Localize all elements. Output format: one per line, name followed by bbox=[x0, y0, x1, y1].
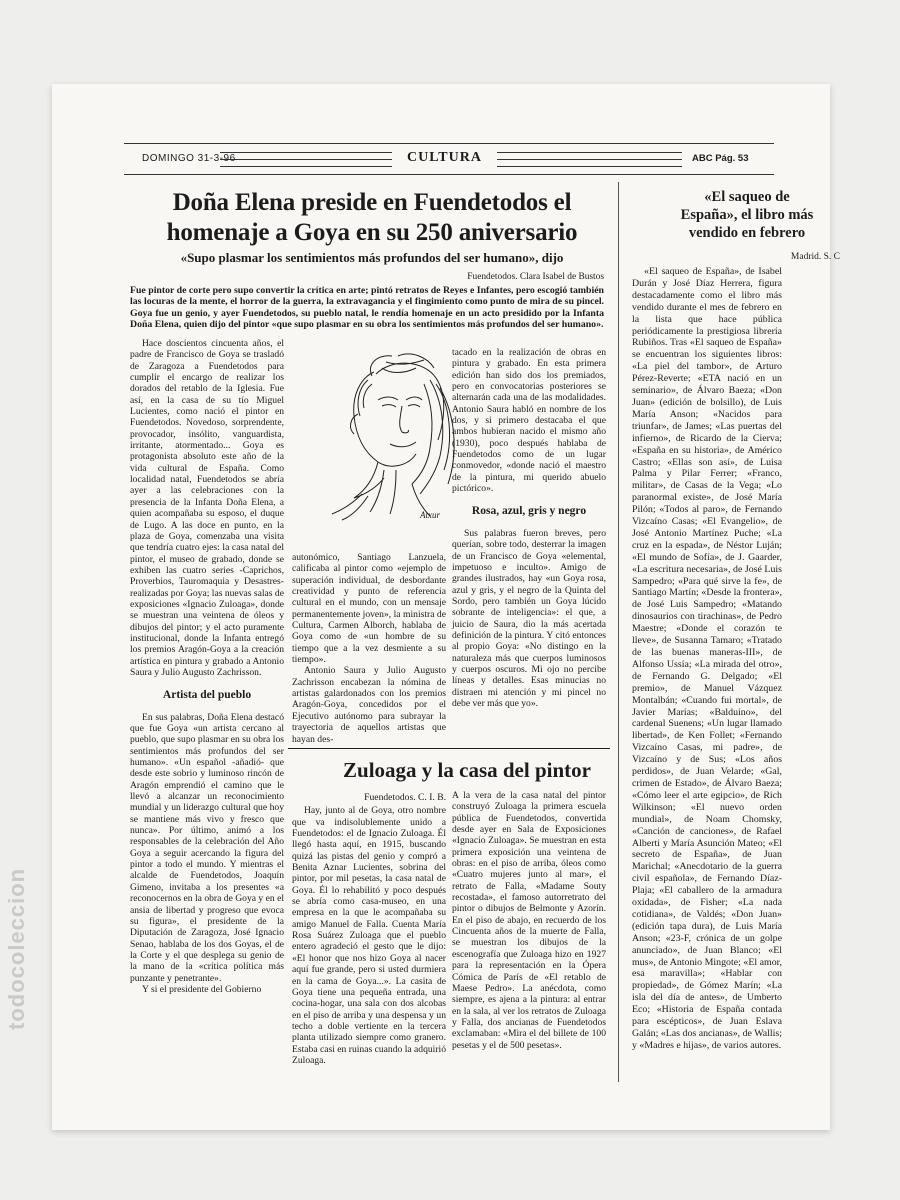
article-column-3 bbox=[452, 347, 606, 709]
sidebar-title-line-1: «El saqueo de bbox=[704, 189, 790, 205]
paragraph: Sus palabras fueron breves, pero querían, sobre todo, desterrar la imagen de un Francisco de Goya «elemental, impetuoso e inculto». Amigo de grandes ilustrados, hay «un Goya rosa, azul y gris, y el negro de la Quinta del Sordo, pero también un Goya lúcido sobrante de inteligencia»: el que, a juicio de Saura, dio la más acertada definición de la pintura. Y citó entonces al propio Goya: «No distingo en la naturaleza más que cuerpos luminosos y cuerpos oscuros. Mi ojo no percibe líneas y detalles. Esas minucias no distraen mi atención y mi pincel no debe ver más que yo». bbox=[452, 527, 606, 709]
goya-portrait-illustration bbox=[312, 344, 464, 522]
headline-line-1: Doña Elena preside en Fuendetodos el bbox=[172, 189, 572, 216]
sidebar-title-line-3: vendido en febrero bbox=[688, 225, 806, 241]
header-deco-line bbox=[220, 152, 392, 153]
zuloaga-headline: Zuloaga y la casa del pintor bbox=[343, 758, 591, 782]
zuloaga-byline: Fuendetodos. C. I. B. bbox=[364, 792, 446, 803]
article-headline bbox=[132, 188, 612, 248]
header-deco-line bbox=[497, 166, 682, 167]
header-deco-line bbox=[220, 166, 392, 167]
subheading-artista: Artista del pueblo bbox=[162, 689, 252, 702]
header-page: ABC Pág. 53 bbox=[692, 153, 749, 164]
paragraph: Hace doscientos cincuenta años, el padre de Francisco de Goya se trasladó de Zaragoza a Fuendetodos para cumplir el encargo de realizar los dorados del retablo de la Iglesia. Fue así, en la casa de su tío Miguel Lucientes, como nació el pintor en Fuendetodos. Novedoso, sorprendente, provocador, insólito, vanguardista, irritante, atormentado... Goya es protagonista absoluto este año de la vida cultural de España. Como localidad natal, Fuendetodos se abría ayer a las celebraciones con la presencia de la Infanta Doña Elena, a quien acompañaba su esposo, el duque de Lugo. A las doce en punto, en la plaza de Goya, comenzaba una visita que tendría cuatro ejes: la casa natal del pintor, el museo de grabado, donde se exhiben las cuatro series -Caprichos, Proverbios, Tauromaquia y Desastres- realizadas por Goya; las nuevas salas de exposiciones «Ignacio Zuloaga», donde se muestran una veintena de óleos y dibujos del pintor; y el acto puramente institucional, donde la Infanta entregó los premios Aragón-Goya a la creación artística en pintura y grabado a Antonio Saura y Julio Augusto Zachrisson. bbox=[130, 338, 284, 678]
sidebar-location: Madrid. S. C bbox=[790, 252, 840, 262]
paragraph: «El saqueo de España», de Isabel Durán y José Díaz Herrera, figura destacadamente como el libro más vendido durante el mes de febrero en la lista que hace pública periódicamente la prestigiosa librería Rubiños. Tras «El saqueo de España» se encuentran los siguientes libros: «La piel del tambor», de Arturo Pérez-Reverte; «ETA nació en un seminario», de Álvaro Baeza; «Don Juan» (edición de bolsillo), de Luis María Anson; «Nacidos para triunfar», de James; «Las puertas del infierno», de Ricardo de la Cierva; «España en su historia», de Américo Castro; «Ellas son así», de Luisa Palma y Pilar Ferrer; «Franco, militar», de Casas de la Vega; «Lo paranormal existe», de José María Pilón; «Todos al paro», de Fernando Vizcaíno Casas; «El Evangelio», de José Antonio Martínez Puche; «La cruz en la espada», de Néstor Luján; «El mundo de Sofía», de J. Gaarder, «La escritura necesaria», de José Luis Sampedro; «Para qué sirve la fe», de Santiago Martín; «Desde la frontera», de José Luis Sampedro; «Matando dinosaurios con tirachinas», de Pedro Maestre; «Donde el corazón te lleve», de Susanna Tamaro; «Tratado de las buenas maneras-III», de Alfonso Ussía; «La mirada del otro», de Fernando G. Delgado; «El premio», de Manuel Vázquez Montalbán; «Cuando fui mortal», de Javier Marías; «Balduino», del cardenal Suenens; «Un lugar llamado libertad», de Ken Follet; «Fernando Vizcaíno Casas, mi padre», de Vizcaíno y de Sus; «Los años perdidos», de Juan Velarde; «Gal, crimen de Estado», de Álvaro Baeza; «Cómo leer el arte egipcio», de Rich Wilkinson; «El nuevo orden mundial», de Noam Chomsky, «Canción de canciones», de Rafael Alberti y María Asunción Mateo; «El secreto de España», de Juan Marichal; «Anecdotario de la guerra civil española», de Fernando Díaz-Plaja; «El caballero de la armadura oxidada», de Fisher; «La nada cotidiana», de Valdés; «Don Juan» (edición tapa dura), de Luis María Anson; «23-F, crónica de un golpe anunciado», de Juan Blanco; «El mus», de Antonio Mingote; «El amor, esa maravilla»; «Hablar con propiedad», de Gómez Marín; «La isla del día de antes», de Umberto Eco; «Historia de España contada para escépticos», de Juan Eslava Galán; «Las dos ancianas», de Wallis; y «Madres e hijas», de varios autores. bbox=[632, 266, 782, 1051]
sidebar-headline bbox=[652, 188, 842, 242]
paragraph: Antonio Saura y Julio Augusto Zachrisson encabezan la nómina de artistas galardonados con los premios Aragón-Goya, concedidos por el Ejecutivo autónomo para subrayar la trayectoria de aquellos artistas que hayan des- bbox=[292, 665, 446, 745]
header-rule-bottom bbox=[124, 174, 774, 175]
article-subhead: «Supo plasmar los sentimientos más profundos del ser humano», dijo bbox=[180, 250, 564, 265]
article-column-1 bbox=[130, 338, 284, 995]
paragraph: A la vera de la casa natal del pintor construyó Zuloaga la primera escuela pública de Fuendetodos, convertida desde ayer en Sala de Exposiciones «Ignacio Zuloaga». Se muestran en esta primera exposición una veintena de obras: en el piso de arriba, óleos como «Cuatro mujeres junto al mar», el retrato de Falla, «Madame Souty recostada», el famoso autorretrato del pintor o dibujos de Belmonte y Azorín. En el piso de abajo, en recuerdo de los Cincuenta años de la muerte de Falla, se muestran los dibujos de la escenografía que Zuloaga hizo en 1927 para la representación en la Ópera Cómica de París de «El retablo de Maese Pedro». La anécdota, como siempre, es ajena a la pintura: al entrar en la sala, al ver los retratos de Zuloaga y Falla, dos ancianas de Fuendetodos exclamaban: «Mira el del billete de 100 pesetas y el de 500 pesetas». bbox=[452, 790, 606, 1051]
zuloaga-top-rule bbox=[288, 748, 610, 749]
portrait-signature: Atxur bbox=[420, 510, 440, 520]
sidebar-body bbox=[632, 266, 782, 1052]
paragraph: En sus palabras, Doña Elena destacó que fue Goya «un artista cercano al pueblo, que supo plasmar en su obra los sentimientos más profundos del ser humano». «Un español -añadió- que desde este sobrio y luminoso rincón de Aragón emprendió el camino que le llevó a alcanzar un reconocimiento mundial y un liderazgo cultural que hoy se mantiene más vivo y fresco que nunca». Por último, animó a los responsables de la celebración del Año Goya a seguir acercando la figura del pintor a todo el mundo. Y mientras el alcalde de Fuendetodos, Joaquín Gimeno, invitaba a los presentes «a reconocernos en la obra de Goya y en el ansia de libertad y progreso que evoca su figura», el presidente de la Diputación de Zaragoza, José Ignacio Senao, hablaba de los dos Goyas, el de la Corte y el que desplega su genio de la mano de la «crítica política más punzante y penetrante». bbox=[130, 711, 284, 984]
zuloaga-column-1 bbox=[292, 792, 446, 1066]
header-deco-line bbox=[220, 159, 392, 160]
paragraph: Hay, junto al de Goya, otro nombre que va indisolublemente unido a Fuendetodos: el de Ignacio Zuloaga. Él llegó hasta aquí, en 1915, buscando quizá las pistas del genio y compró a Benita Aznar Lucientes, sobrina del pintor, por mil pesetas, la casa natal de Goya. Él lo rehabilitó y poco después se abría como casa-museo, en una empresa en la que le acompañaba su amigo Manuel de Falla. Cuenta María Rosa Suárez Zuloaga que el pueblo entero agradeció el gesto que le dijo: «El honor que nos hizo Goya al nacer aquí fue grande, pero si usted durmiera en la cama de Goya...». La casita de Goya tiene una pequeña entrada, una cocina-hogar, una sala con dos alcobas en el piso de arriba y una despensa y un techo a doble vertiente en la tercera planta utilizado siempre como granero. Estaba casi en ruinas cuando la adquirió Zuloaga. bbox=[292, 805, 446, 1066]
paragraph: Y si el presidente del Gobierno bbox=[142, 983, 262, 995]
sidebar-title-line-2: España», el libro más bbox=[680, 207, 814, 223]
header-date: DOMINGO 31-3-96 bbox=[142, 153, 236, 164]
watermark: todocoleccion bbox=[4, 867, 29, 1030]
header-section: CULTURA bbox=[407, 150, 482, 165]
sidebar-divider bbox=[618, 182, 619, 1082]
header-deco-line bbox=[497, 152, 682, 153]
headline-line-2: homenaje a Goya en su 250 aniversario bbox=[166, 219, 578, 246]
header-rule-top bbox=[124, 143, 774, 144]
header-deco-line bbox=[497, 159, 682, 160]
subheading-rosa: Rosa, azul, gris y negro bbox=[471, 505, 587, 518]
article-column-2 bbox=[292, 552, 446, 745]
paragraph: tacado en la realización de obras en pintura y grabado. En esta primera edición han sido dos los premiados, pero en convocatorias posteriores se alternarán cada una de las modalidades. Antonio Saura habló en nombre de los dos, y si primero destacaba el que ambos hubieran nacido el mismo año (1930), poco después hablaba de Fuendetodos como de un lugar conmovedor, «donde nació el maestro de la pintura, mi querido abuelo pictórico». bbox=[452, 347, 606, 495]
newspaper-page bbox=[52, 84, 840, 1130]
article-lead: Fue pintor de corte pero supo convertir la crítica en arte; pintó retratos de Reyes e Infantes, pero escogió también las locuras de la mente, el horror de la guerra, la extravagancia y el fingimiento como punto de mira de su pincel. Goya fue un genio, y ayer Fuendetodos, su pueblo natal, le rendía homenaje en un acto presidido por la Infanta Doña Elena, quien dijo del pintor «que supo plasmar en su obra los sentimientos más profundos del ser humano». bbox=[130, 285, 604, 331]
zuloaga-column-2 bbox=[452, 790, 606, 1051]
article-byline: Fuendetodos. Clara Isabel de Bustos bbox=[467, 272, 604, 282]
paragraph: autonómico, Santiago Lanzuela, calificaba al pintor como «ejemplo de superación individual, de desbordante creatividad y punto de referencia cultural en el mundo, con un mensaje permanentemente joven», la ministra de Cultura, Carmen Alborch, hablaba de Goya como de «un hombre de su tiempo que a la vez desmiente a su tiempo». bbox=[292, 552, 446, 666]
